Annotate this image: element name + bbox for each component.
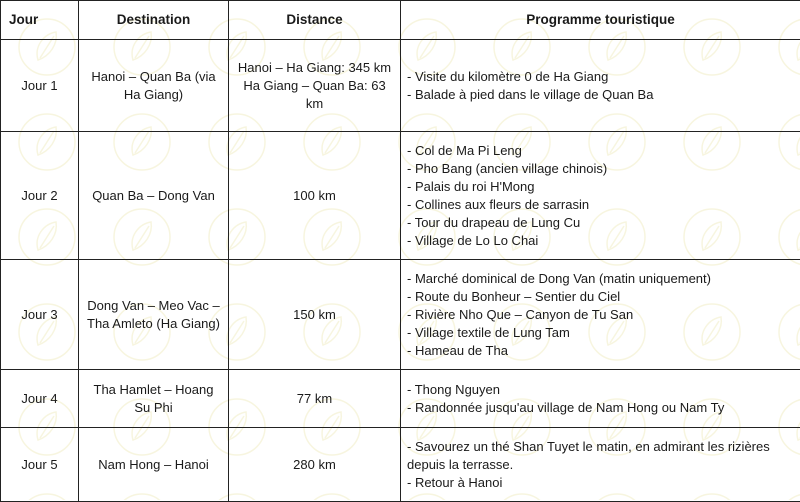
program-cell	[401, 370, 800, 428]
header-distance: Distance	[229, 1, 401, 40]
day-cell: Jour 1	[1, 40, 79, 132]
program-item: - Visite du kilomètre 0 de Ha Giang	[407, 68, 794, 86]
program-item: - Tour du drapeau de Lung Cu	[407, 214, 794, 232]
day-cell: Jour 4	[1, 370, 79, 428]
program-cell	[401, 40, 800, 132]
program-item: - Retour à Hanoi	[407, 474, 794, 492]
table-row	[1, 132, 800, 260]
day-cell: Jour 2	[1, 132, 79, 260]
table-row	[1, 40, 800, 132]
program-cell	[401, 428, 800, 502]
program-cell	[401, 132, 800, 260]
program-item: - Palais du roi H'Mong	[407, 178, 794, 196]
program-item: - Balade à pied dans le village de Quan Ba	[407, 86, 794, 104]
distance-cell: 150 km	[229, 260, 401, 370]
program-item: - Hameau de Tha	[407, 342, 794, 360]
day-cell: Jour 3	[1, 260, 79, 370]
distance-cell: 77 km	[229, 370, 401, 428]
program-item: - Route du Bonheur – Sentier du Ciel	[407, 288, 794, 306]
program-item: - Savourez un thé Shan Tuyet le matin, en admirant les rizières depuis la terrasse.	[407, 438, 794, 474]
destination-cell: Tha Hamlet – Hoang Su Phi	[79, 370, 229, 428]
program-item: - Rivière Nho Que – Canyon de Tu San	[407, 306, 794, 324]
program-item: - Randonnée jusqu'au village de Nam Hong ou Nam Ty	[407, 399, 794, 417]
distance-cell: 100 km	[229, 132, 401, 260]
header-destination: Destination	[79, 1, 229, 40]
distance-cell: Hanoi – Ha Giang: 345 km Ha Giang – Quan Ba: 63 km	[229, 40, 401, 132]
day-cell: Jour 5	[1, 428, 79, 502]
destination-cell: Nam Hong – Hanoi	[79, 428, 229, 502]
program-item: - Collines aux fleurs de sarrasin	[407, 196, 794, 214]
program-item: - Village textile de Lung Tam	[407, 324, 794, 342]
header-day: Jour	[1, 1, 79, 40]
table-row	[1, 370, 800, 428]
distance-cell: 280 km	[229, 428, 401, 502]
table-header-row	[1, 1, 800, 40]
program-item: - Pho Bang (ancien village chinois)	[407, 160, 794, 178]
destination-cell: Hanoi – Quan Ba (via Ha Giang)	[79, 40, 229, 132]
program-cell	[401, 260, 800, 370]
program-item: - Village de Lo Lo Chai	[407, 232, 794, 250]
table-row	[1, 260, 800, 370]
destination-cell: Dong Van – Meo Vac – Tha Amleto (Ha Giang)	[79, 260, 229, 370]
program-item: - Marché dominical de Dong Van (matin uniquement)	[407, 270, 794, 288]
table-row	[1, 428, 800, 502]
header-program: Programme touristique	[401, 1, 800, 40]
program-item: - Col de Ma Pi Leng	[407, 142, 794, 160]
program-item: - Thong Nguyen	[407, 381, 794, 399]
destination-cell: Quan Ba – Dong Van	[79, 132, 229, 260]
